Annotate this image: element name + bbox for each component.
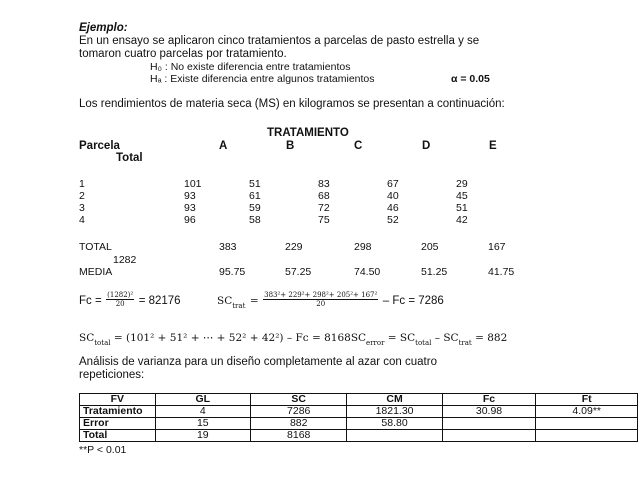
anova-header-fc: Fc	[442, 394, 536, 406]
table-cell: 40	[387, 190, 399, 202]
anova-cell: 7286	[250, 406, 347, 418]
table-cell: 59	[249, 202, 261, 214]
sctrat-prefix: SC	[217, 295, 233, 307]
table-cell: 75	[318, 214, 330, 226]
anova-source: Total	[80, 430, 156, 442]
treatment-header-d: D	[422, 140, 431, 152]
mean-value: 51.25	[421, 266, 448, 278]
anova-cell	[536, 418, 638, 430]
sctrat-result: – Fc = 7286	[382, 295, 444, 307]
anova-header-gl: GL	[155, 394, 250, 406]
fc-denominator: 20	[115, 300, 125, 309]
table-row	[80, 418, 638, 430]
table-row	[80, 430, 638, 442]
scerror-prefix: SC	[350, 332, 367, 344]
anova-cell	[442, 430, 536, 442]
anova-cell: 1821.30	[347, 406, 442, 418]
sctrat-subscript: trat	[232, 302, 246, 311]
anova-source: Error	[80, 418, 156, 430]
table-cell: 68	[318, 190, 330, 202]
table-cell: 67	[387, 178, 399, 190]
table-cell: 72	[318, 202, 330, 214]
scerror-result: = 882	[471, 332, 508, 344]
treatment-group-header: TRATAMIENTO	[267, 127, 349, 139]
parcela-number: 4	[79, 214, 85, 226]
grand-total: 1282	[113, 254, 137, 266]
table-cell: 45	[456, 190, 468, 202]
scerror-subscript-trat: trat	[458, 339, 472, 348]
anova-intro-line-2: repeticiones:	[79, 369, 145, 381]
anova-header-row	[80, 394, 638, 406]
anova-cell: 4	[155, 406, 250, 418]
anova-header-fv: FV	[80, 394, 156, 406]
table-cell: 46	[387, 202, 399, 214]
media-label: MEDIA	[79, 266, 113, 278]
sctrat-fraction	[263, 291, 378, 308]
sctrat-denominator: 20	[316, 300, 326, 309]
total-value: 383	[219, 241, 237, 253]
table-cell: 61	[249, 190, 261, 202]
sctotal-prefix: SC	[79, 332, 95, 344]
anova-cell: 30.98	[442, 406, 536, 418]
anova-cell: 15	[155, 418, 250, 430]
scerror-subscript-total: total	[415, 339, 432, 348]
fc-prefix: Fc =	[79, 295, 102, 307]
treatment-header-a: A	[219, 140, 228, 152]
fc-result: = 82176	[138, 295, 181, 307]
mean-value: 57.25	[285, 266, 312, 278]
table-cell: 58	[249, 214, 261, 226]
total-column-header: Total	[116, 152, 143, 164]
table-cell: 42	[456, 214, 468, 226]
total-value: 205	[421, 241, 439, 253]
fc-formula	[79, 291, 181, 309]
anova-header-cm: CM	[347, 394, 442, 406]
total-label: TOTAL	[79, 241, 112, 253]
ms-intro: Los rendimientos de materia seca (MS) en kilogramos se presentan a continuación:	[79, 98, 505, 110]
alt-hypothesis: Hₐ : Existe diferencia entre algunos tratamientos	[150, 73, 375, 85]
table-cell: 83	[318, 178, 330, 190]
null-hypothesis: H₀ : No existe diferencia entre tratamientos	[150, 61, 351, 73]
mean-value: 41.75	[488, 266, 515, 278]
sctotal-subscript: total	[94, 339, 111, 348]
scerror-expression: = SC	[384, 332, 416, 344]
anova-cell	[536, 430, 638, 442]
mean-value: 95.75	[219, 266, 246, 278]
total-value: 229	[285, 241, 303, 253]
anova-cell	[442, 418, 536, 430]
scerror-subscript: error	[366, 339, 385, 348]
anova-source: Tratamiento	[80, 406, 156, 418]
mean-value: 74.50	[354, 266, 381, 278]
treatment-header-e: E	[489, 140, 497, 152]
table-cell: 29	[456, 178, 468, 190]
anova-cell: 19	[155, 430, 250, 442]
table-cell: 51	[249, 178, 261, 190]
table-cell: 96	[184, 214, 196, 226]
anova-cell: 8168	[250, 430, 347, 442]
anova-intro-line-1: Análisis de varianza para un diseño completamente al azar con cuatro	[79, 356, 437, 368]
parcela-header: Parcela	[79, 140, 120, 152]
alpha-level: α = 0.05	[451, 73, 490, 85]
fc-numerator: (1282)²	[107, 291, 134, 300]
fc-fraction	[106, 291, 134, 308]
parcela-number: 2	[79, 190, 85, 202]
table-cell: 93	[184, 202, 196, 214]
scerror-expression-2: – SC	[431, 332, 459, 344]
anova-cell	[347, 430, 442, 442]
treatment-header-c: C	[354, 140, 363, 152]
intro-line-2: tomaron cuatro parcelas por tratamiento.	[79, 48, 287, 60]
anova-cell: 882	[250, 418, 347, 430]
sctrat-numerator: 383²+ 229²+ 298²+ 205²+ 167²	[264, 291, 378, 300]
parcela-number: 1	[79, 178, 85, 190]
table-cell: 101	[184, 178, 202, 190]
table-cell: 51	[456, 202, 468, 214]
sctrat-formula	[217, 291, 444, 310]
parcela-number: 3	[79, 202, 85, 214]
anova-table	[79, 393, 638, 442]
sctrat-equals: =	[249, 295, 259, 307]
anova-header-ft: Ft	[536, 394, 638, 406]
total-value: 167	[488, 241, 506, 253]
table-row	[80, 406, 638, 418]
anova-cell: 58.80	[347, 418, 442, 430]
total-value: 298	[354, 241, 372, 253]
anova-header-sc: SC	[250, 394, 347, 406]
footnote: **P < 0.01	[79, 444, 127, 456]
anova-cell: 4.09**	[536, 406, 638, 418]
table-cell: 93	[184, 190, 196, 202]
treatment-header-b: B	[286, 140, 295, 152]
sctotal-expression: = (101² + 51² + ⋯ + 52² + 42²) – Fc = 8168	[110, 332, 351, 344]
example-heading: Ejemplo:	[79, 22, 128, 34]
intro-line-1: En un ensayo se aplicaron cinco tratamientos a parcelas de pasto estrella y se	[79, 35, 480, 47]
table-cell: 52	[387, 214, 399, 226]
sctotal-formula	[79, 328, 507, 347]
